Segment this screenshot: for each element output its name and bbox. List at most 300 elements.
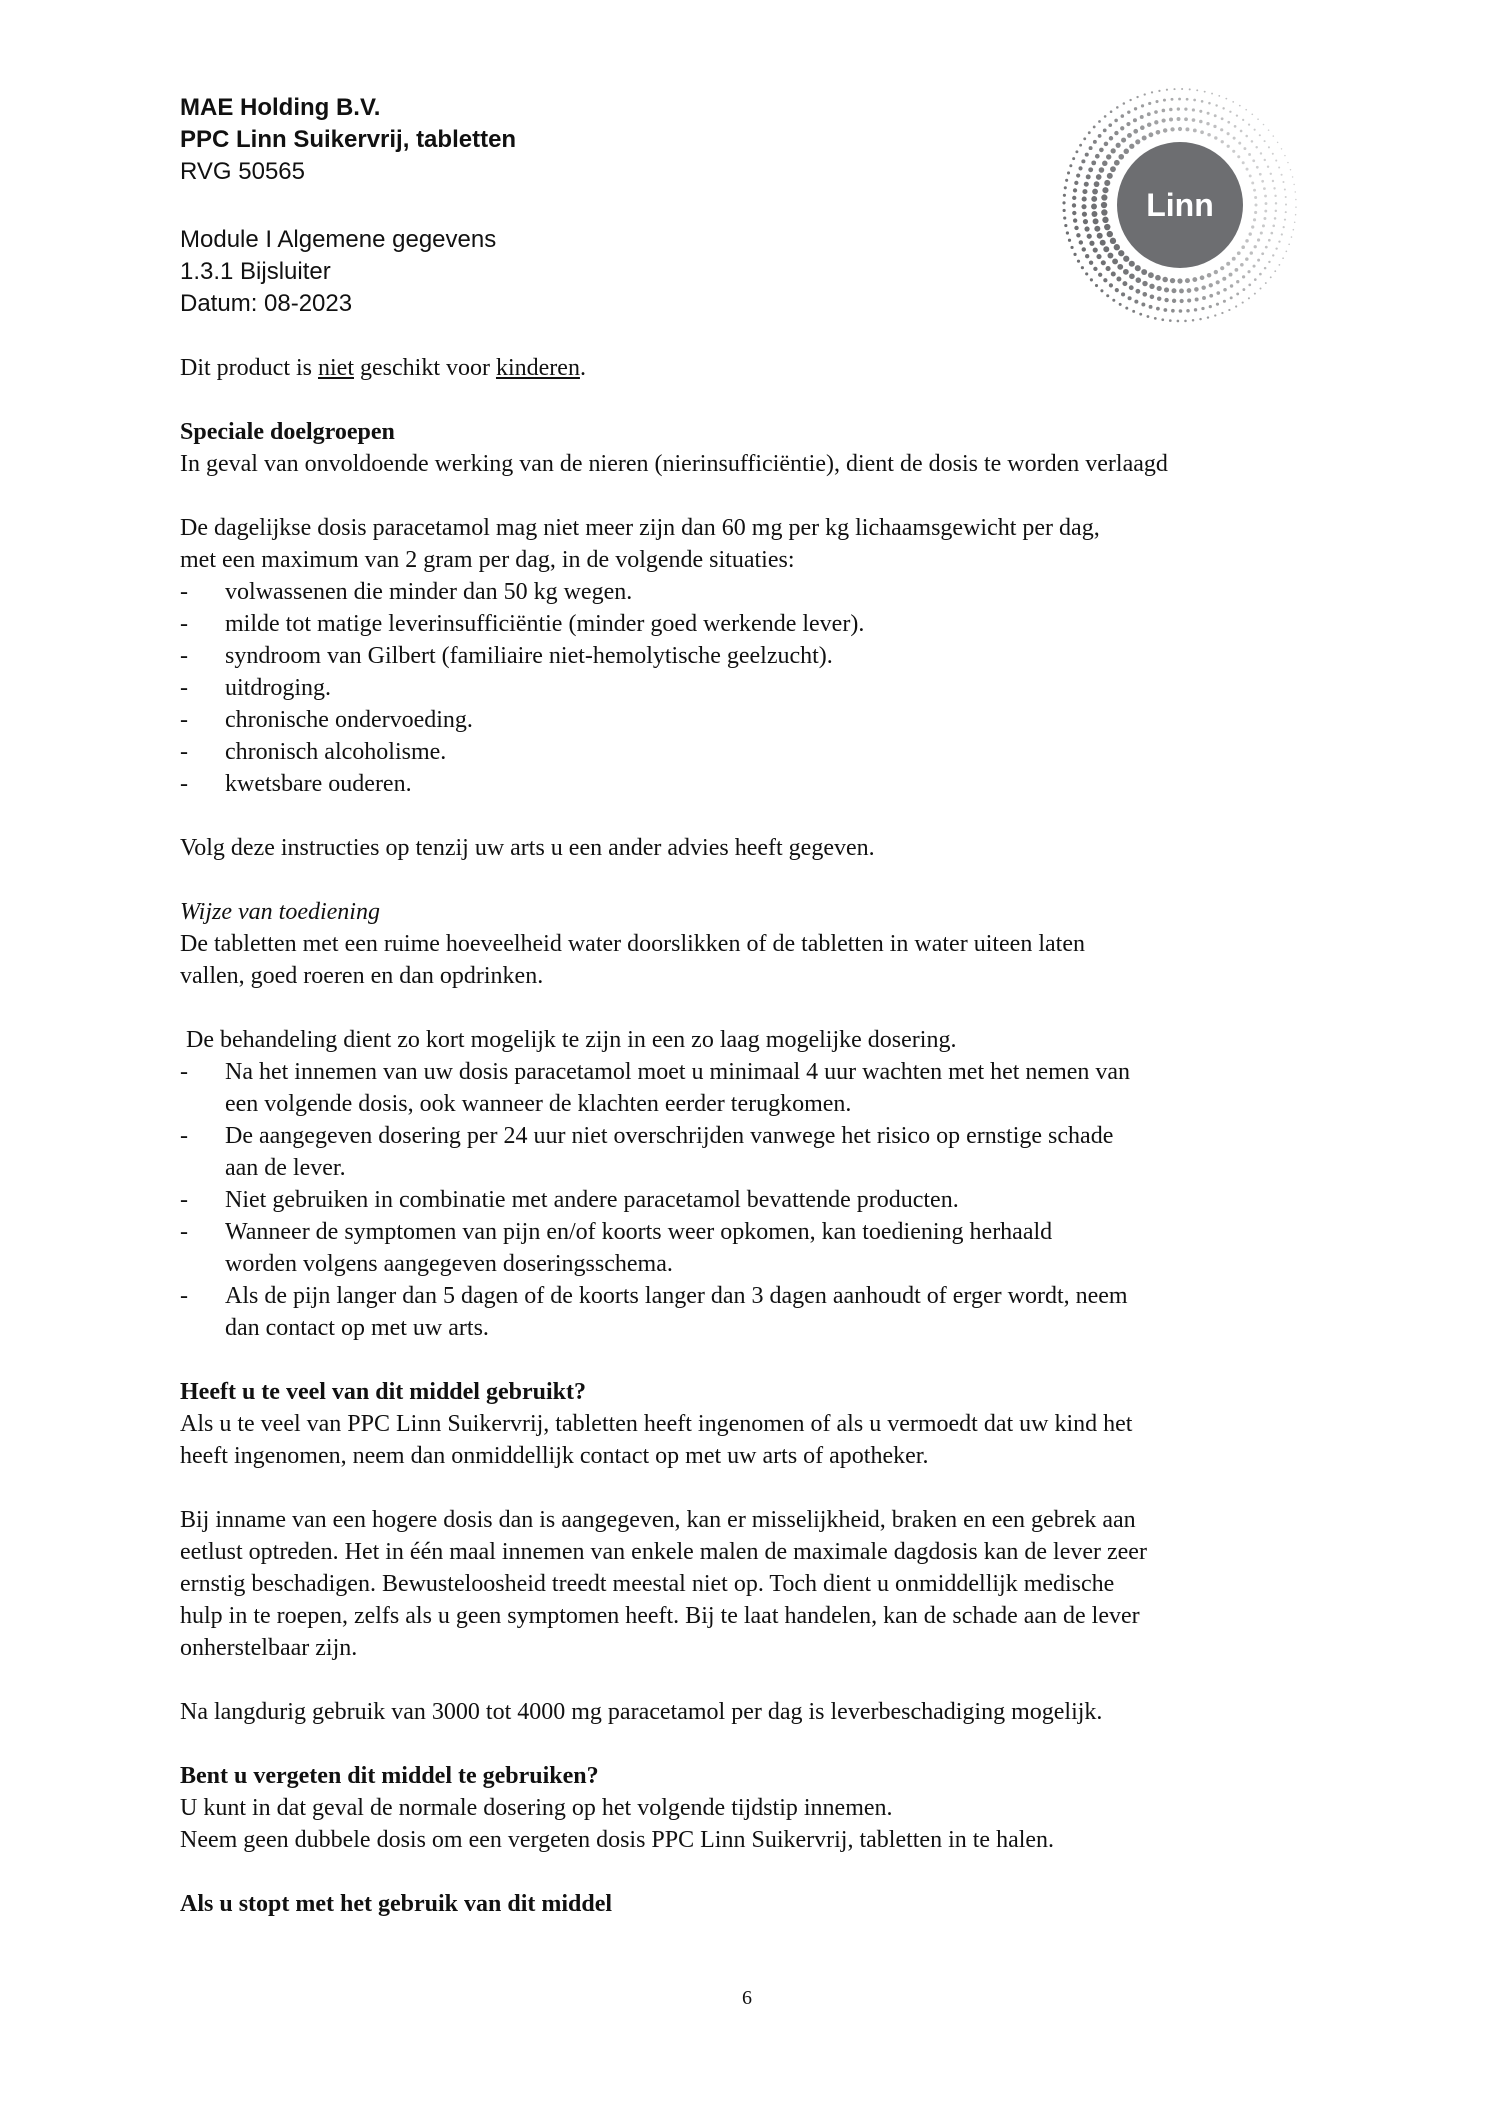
logo-dot	[1073, 188, 1077, 192]
logo-dot	[1295, 191, 1296, 192]
overdose-p2-line: Bij inname van een hogere dosis dan is aangegeven, kan er misselijkheid, braken en een gebrek aan	[180, 1507, 1136, 1533]
administration-line-2: vallen, goed roeren en dan opdrinken.	[180, 963, 544, 989]
intro-line: Dit product is niet geschikt voor kinderen.	[180, 355, 586, 381]
logo-dot	[1109, 283, 1113, 287]
logo-dot	[1112, 299, 1115, 302]
logo-dot	[1259, 173, 1262, 176]
logo-dot	[1157, 296, 1162, 301]
logo-dot	[1235, 268, 1239, 272]
logo-dot	[1070, 246, 1073, 249]
follow-instructions: Volg deze instructies op tenzij uw arts u een ander advies heeft gegeven.	[180, 835, 875, 861]
logo-dot	[1246, 168, 1249, 171]
logo-dot	[1088, 131, 1091, 134]
logo-dot	[1129, 285, 1134, 290]
logo-dot	[1111, 272, 1116, 277]
logo-dot	[1293, 229, 1295, 231]
logo-dot	[1222, 277, 1226, 281]
overdose-p2-line: ernstig beschadigen. Bewusteloosheid treedt meestal niet op. Toch dient u onmiddellijk medische	[180, 1571, 1115, 1597]
logo-dot	[1149, 305, 1153, 309]
logo-dot	[1282, 181, 1284, 183]
logo-dot	[1164, 287, 1169, 292]
logo-dot	[1091, 204, 1097, 210]
logo-dot	[1242, 288, 1245, 291]
logo-dot	[1110, 166, 1116, 172]
logo-dot	[1091, 160, 1096, 165]
logo-dot	[1117, 264, 1123, 270]
logo-dot	[1281, 148, 1282, 149]
logo-dot	[1186, 309, 1190, 313]
logo-dot	[1142, 281, 1147, 286]
logo-dot	[1099, 167, 1105, 173]
logo-dot	[1106, 266, 1111, 271]
logo-dot	[1283, 226, 1285, 228]
logo-dot	[1095, 284, 1098, 287]
logo-dot	[1089, 261, 1093, 265]
logo-dot	[1066, 231, 1069, 234]
logo-dot	[1228, 309, 1230, 311]
logo-dot	[1273, 135, 1275, 137]
logo-dot	[1272, 180, 1274, 182]
logo-dot	[1287, 162, 1288, 163]
logo-dot	[1147, 122, 1151, 126]
overdose-p1-line: heeft ingenomen, neem dan onmiddellijk contact op met uw arts of apotheker.	[180, 1443, 929, 1469]
logo-dot	[1275, 202, 1277, 204]
logo-dot	[1194, 308, 1197, 311]
logo-dot	[1180, 299, 1184, 303]
logo-dot	[1081, 204, 1086, 209]
logo-dot	[1278, 240, 1280, 242]
logo-dot	[1201, 307, 1204, 310]
logo-dot	[1125, 307, 1128, 310]
logo-dot	[1068, 239, 1071, 242]
logo-dot	[1081, 159, 1085, 163]
logo-dot	[1116, 277, 1121, 282]
logo-dot	[1273, 187, 1275, 189]
logo-dot	[1233, 137, 1236, 140]
logo-dot	[1259, 134, 1261, 136]
logo-dot	[1243, 147, 1246, 150]
logo-dot	[1101, 194, 1107, 200]
logo-dot	[1170, 278, 1175, 283]
logo-dot	[1140, 125, 1145, 130]
logo-dot	[1249, 174, 1252, 177]
logo-dot	[1241, 245, 1245, 249]
logo-dot	[1089, 241, 1094, 246]
logo-dot	[1248, 297, 1250, 299]
logo-dot	[1248, 283, 1251, 286]
logo-dot	[1232, 101, 1234, 103]
logo-dot	[1222, 107, 1224, 109]
logo-dot	[1221, 312, 1223, 314]
logo-dot	[1245, 135, 1248, 138]
logo-dot	[1265, 246, 1268, 249]
logo-dot	[1291, 236, 1293, 238]
logo-dot	[1098, 120, 1101, 123]
logo-dot	[1149, 132, 1154, 137]
logo-dot	[1088, 167, 1093, 172]
overdose-p1-line: Als u te veel van PPC Linn Suikervrij, tabletten heeft ingenomen of als u vermoedt dat uw kind het	[180, 1411, 1133, 1437]
logo-dot	[1288, 243, 1290, 245]
logo-dot	[1295, 199, 1297, 201]
document-body	[180, 352, 1330, 1920]
logo-dot	[1107, 231, 1113, 237]
logo-dot	[1265, 202, 1268, 205]
forgot-line-2: Neem geen dubbele dosis om een vergeten dosis PPC Linn Suikervrij, tabletten in te halen.	[180, 1827, 1055, 1853]
logo-dot	[1135, 139, 1140, 144]
logo-dot	[1076, 233, 1080, 237]
logo-dot	[1148, 272, 1154, 278]
logo-dot	[1162, 277, 1168, 283]
logo-dot	[1085, 153, 1089, 157]
logo-dot	[1261, 252, 1264, 255]
logo-dot	[1239, 105, 1241, 107]
logo-dot	[1265, 282, 1267, 284]
logo-dot	[1115, 288, 1119, 292]
logo-dot	[1150, 294, 1155, 299]
logo-dot	[1209, 283, 1213, 287]
page-number: 6	[742, 1987, 752, 2009]
logo-dot	[1127, 133, 1132, 138]
logo-dot	[1192, 319, 1195, 322]
logo-dot	[1295, 214, 1297, 216]
list-item: - Niet gebruiken in combinatie met andere paracetamol bevattende producten.	[180, 1187, 959, 1213]
logo-dot	[1185, 127, 1189, 131]
list-item: - Wanneer de symptomen van pijn en/of koorts weer opkomen, kan toediening herhaald worden volgens aangegeven doseringsschema.	[180, 1219, 1053, 1277]
logo-dot	[1099, 148, 1104, 153]
logo-dot	[1272, 153, 1274, 155]
logo-dot	[1107, 253, 1113, 259]
logo-dot	[1200, 130, 1204, 134]
logo-dot	[1274, 217, 1277, 220]
logo-dot	[1087, 234, 1092, 239]
logo-dot	[1104, 115, 1107, 118]
administration-line-1: De tabletten met een ruime hoeveelheid water doorslikken of de tabletten in water uiteen laten	[180, 931, 1085, 957]
logo-dot	[1207, 316, 1209, 318]
logo-dot	[1221, 117, 1224, 120]
logo-dot	[1135, 289, 1140, 294]
logo-dot	[1102, 161, 1107, 166]
logo-dot	[1223, 300, 1226, 303]
logo-dot	[1213, 125, 1216, 128]
logo-dot	[1264, 210, 1267, 213]
logo-dot	[1254, 245, 1257, 248]
logo-dot	[1166, 89, 1168, 91]
logo-dot	[1248, 153, 1251, 156]
dosage-line-1: De dagelijkse dosis paracetamol mag niet meer zijn dan 60 mg per kg lichaamsgewicht per dag,	[180, 515, 1100, 541]
logo-dot	[1262, 224, 1265, 227]
logo-dot	[1284, 219, 1286, 221]
logo-dot	[1295, 206, 1297, 208]
logo-dot	[1151, 91, 1153, 93]
logo-dot	[1096, 254, 1101, 259]
logo-dot	[1154, 317, 1157, 320]
logo-dot	[1187, 299, 1191, 303]
logo-dot	[1236, 114, 1238, 116]
logo-dot	[1226, 262, 1230, 266]
logo-dot	[1200, 275, 1205, 280]
logo-dot	[1275, 210, 1277, 212]
logo-dot	[1267, 166, 1269, 168]
logo-dot	[1171, 98, 1174, 101]
logo-dot	[1245, 239, 1248, 242]
logo-dot	[1254, 211, 1257, 214]
logo-dot	[1268, 129, 1270, 131]
logo-dot	[1238, 142, 1241, 145]
logo-dot	[1229, 111, 1231, 113]
overdose-p2-line: eetlust optreden. Het in één maal innemen van enkele malen de maximale dagdosis kan de lever zeer	[180, 1539, 1147, 1565]
logo-dot	[1121, 292, 1125, 296]
logo-dot	[1254, 203, 1257, 206]
logo-dot	[1285, 196, 1287, 198]
logo-dot	[1072, 157, 1075, 160]
logo-dot	[1207, 112, 1210, 115]
logo-dot	[1082, 197, 1087, 202]
logo-dot	[1214, 114, 1217, 117]
logo-dot	[1084, 226, 1089, 231]
logo-dot	[1077, 260, 1080, 263]
logo-dot	[1263, 187, 1266, 190]
logo-dot	[1189, 88, 1191, 90]
logo-dot	[1127, 110, 1130, 113]
logo-dot	[1232, 257, 1236, 261]
logo-dot	[1281, 233, 1283, 235]
logo-dot	[1123, 256, 1129, 262]
logo-dot	[1184, 117, 1188, 121]
logo-dot	[1285, 204, 1287, 206]
logo-dot	[1134, 107, 1137, 110]
logo-dot	[1163, 308, 1167, 312]
logo-dot	[1236, 292, 1239, 295]
list-item: - chronisch alcoholisme.	[180, 739, 447, 765]
logo-dot	[1136, 96, 1138, 98]
logo-dot	[1232, 150, 1235, 153]
logo-dot	[1085, 254, 1089, 258]
logo-dot	[1093, 267, 1097, 271]
logo-dot	[1227, 145, 1230, 148]
list-item: - Als de pijn langer dan 5 dagen of de koorts langer dan 3 dagen aanhoudt of erger wordt, neem dan contact op met uw arts.	[180, 1283, 1128, 1341]
logo-dot	[1193, 99, 1196, 102]
logo-dot	[1252, 159, 1255, 162]
logo-dot	[1098, 134, 1102, 138]
product-name: PPC Linn Suikervrij, tabletten	[180, 126, 517, 153]
treatment-intro: De behandeling dient zo kort mogelijk te zijn in een zo laag mogelijke dosering.	[186, 1027, 957, 1053]
overdose-p3: Na langdurig gebruik van 3000 tot 4000 mg paracetamol per dag is leverbeschadiging mogelijk.	[180, 1699, 1103, 1725]
logo-dot	[1192, 118, 1196, 122]
overdose-p2-line: onherstelbaar zijn.	[180, 1635, 358, 1661]
logo-dot	[1063, 209, 1066, 212]
logo-dot	[1112, 258, 1118, 264]
logo-dot	[1148, 102, 1151, 105]
logo-dot	[1199, 120, 1203, 124]
logo-dot	[1221, 140, 1224, 143]
logo-dot	[1062, 201, 1065, 204]
special-groups-heading: Speciale doelgroepen	[180, 419, 395, 445]
logo-dot	[1268, 146, 1270, 148]
logo-dot	[1263, 124, 1265, 126]
logo-dot	[1074, 226, 1078, 230]
logo-dot	[1171, 309, 1175, 313]
logo-dot	[1227, 121, 1230, 124]
logo-dot	[1124, 149, 1129, 154]
logo-dot	[1163, 128, 1167, 132]
logo-dot	[1065, 179, 1068, 182]
logo-dot	[1279, 264, 1281, 266]
logo-dot	[1147, 112, 1151, 116]
logo-dot	[1094, 226, 1100, 232]
logo-dot	[1063, 216, 1066, 219]
logo-dot	[1173, 88, 1175, 90]
logo-dot	[1177, 107, 1180, 110]
logo-dot	[1186, 98, 1189, 101]
logo-dot	[1264, 159, 1266, 161]
logo-dot	[1290, 169, 1291, 170]
logo-dot	[1268, 261, 1270, 263]
list-item: - chronische ondervoeding.	[180, 707, 473, 733]
logo-dot	[1270, 232, 1273, 235]
logo-dot	[1114, 131, 1118, 135]
logo-dot	[1155, 275, 1161, 281]
logo-dot	[1093, 140, 1097, 144]
logo-dot	[1072, 203, 1076, 207]
logo-dot	[1161, 318, 1164, 321]
logo-dot	[1072, 196, 1076, 200]
logo-dot	[1142, 292, 1147, 297]
special-groups-text: In geval van onvoldoende werking van de nieren (nierinsufficiëntie), dient de dosis te worden verlaagd	[180, 451, 1168, 477]
logo-dot	[1251, 181, 1254, 184]
logo-dot	[1177, 320, 1180, 323]
logo-dot	[1264, 267, 1267, 270]
logo-dot	[1103, 128, 1107, 132]
logo-dot	[1114, 160, 1120, 166]
logo-dot	[1129, 261, 1135, 267]
logo-dot	[1114, 119, 1118, 123]
logo-dot	[1093, 218, 1099, 224]
logo-dot	[1192, 108, 1195, 111]
logo-dot	[1106, 294, 1109, 297]
logo-dot	[1129, 144, 1134, 149]
logo-dot	[1082, 189, 1087, 194]
logo-dot	[1272, 254, 1274, 256]
logo-dot	[1242, 119, 1244, 121]
logo-dot	[1129, 99, 1131, 101]
forgot-heading: Bent u vergeten dit middel te gebruiken?	[180, 1763, 599, 1789]
logo-dot	[1263, 217, 1266, 220]
logo-dot	[1072, 211, 1076, 215]
logo-dot	[1237, 155, 1240, 158]
logo-dot	[1202, 296, 1206, 300]
logo-dot	[1169, 108, 1173, 112]
logo-dot	[1251, 225, 1254, 228]
logo-dot	[1208, 102, 1211, 105]
logo-dot	[1249, 232, 1252, 235]
logo-dot	[1064, 224, 1067, 227]
logo-dot	[1128, 296, 1132, 300]
logo-dot	[1095, 154, 1100, 159]
administration-heading: Wijze van toediening	[180, 899, 380, 925]
overdose-p2-line: hulp in te roepen, zelfs als u geen symptomen heeft. Bij te laat handelen, kan de schade aan de lever	[180, 1603, 1140, 1629]
logo-dot	[1256, 166, 1259, 169]
dosage-situations-list	[180, 576, 1330, 800]
logo-dot	[1253, 265, 1256, 268]
logo-dot	[1242, 302, 1244, 304]
logo-dot	[1163, 99, 1166, 102]
logo-dot	[1154, 110, 1158, 114]
logo-dot	[1102, 187, 1108, 193]
logo-dot	[1214, 136, 1217, 139]
logo-dot	[1162, 109, 1166, 113]
logo-dot	[1118, 154, 1124, 160]
logo-dot	[1220, 128, 1223, 131]
logo-dot	[1084, 182, 1089, 187]
logo-dot	[1121, 114, 1125, 118]
logo-dot	[1081, 266, 1084, 269]
logo-dot	[1201, 285, 1205, 289]
logo-dot	[1101, 202, 1107, 208]
logo-dot	[1104, 224, 1110, 230]
logo-dot	[1106, 154, 1111, 159]
logo-dot	[1119, 303, 1122, 306]
logo-dot	[1101, 209, 1107, 215]
logo-dot	[1083, 219, 1088, 224]
logo-dot	[1240, 263, 1244, 267]
logo-dot	[1277, 142, 1279, 144]
logo-dot	[1216, 291, 1220, 295]
logo-dot	[1247, 270, 1250, 273]
logo-dot	[1275, 247, 1277, 249]
logo-dot	[1254, 129, 1256, 131]
logo-dot	[1185, 278, 1190, 283]
logo-dot	[1236, 280, 1239, 283]
logo-dot	[1135, 265, 1141, 271]
logo-dot	[1110, 238, 1116, 244]
logo-dot	[1091, 196, 1097, 202]
logo-dot	[1251, 140, 1254, 143]
logo-dot	[1114, 244, 1120, 250]
logo-dot	[1199, 110, 1202, 113]
logo-dot	[1090, 278, 1093, 281]
logo-dot	[1089, 146, 1093, 150]
list-item: - De aangegeven dosering per 24 uur niet overschrijden vanwege het risico op ernstige schade aan de lever.	[180, 1123, 1114, 1181]
logo-dot	[1242, 275, 1245, 278]
logo-dot	[1100, 289, 1103, 292]
logo-dot	[1111, 148, 1116, 153]
logo-dot	[1142, 135, 1147, 140]
logo-dot	[1082, 212, 1087, 217]
logo-dot	[1272, 225, 1275, 228]
logo-dot	[1140, 115, 1144, 119]
logo-dot	[1169, 319, 1172, 322]
logo-dot	[1206, 122, 1209, 125]
logo-dot	[1259, 273, 1262, 276]
logo-dot	[1096, 174, 1102, 180]
logo-dot	[1215, 104, 1217, 106]
logo-dot	[1134, 300, 1138, 304]
logo-dot	[1257, 118, 1259, 120]
logo-dot	[1149, 284, 1154, 289]
logo-dot	[1083, 137, 1086, 140]
rvg-number: RVG 50565	[180, 158, 305, 185]
logo-text: Linn	[1146, 187, 1214, 223]
logo-dot	[1104, 180, 1110, 186]
logo-dot	[1157, 286, 1162, 291]
logo-dot	[1092, 189, 1098, 195]
logo-dot	[1196, 89, 1198, 91]
logo-dot	[1179, 289, 1184, 294]
logo-dot	[1260, 288, 1262, 290]
logo-dot	[1260, 231, 1263, 234]
logo-dot	[1063, 194, 1066, 197]
logo-dot	[1097, 233, 1103, 239]
